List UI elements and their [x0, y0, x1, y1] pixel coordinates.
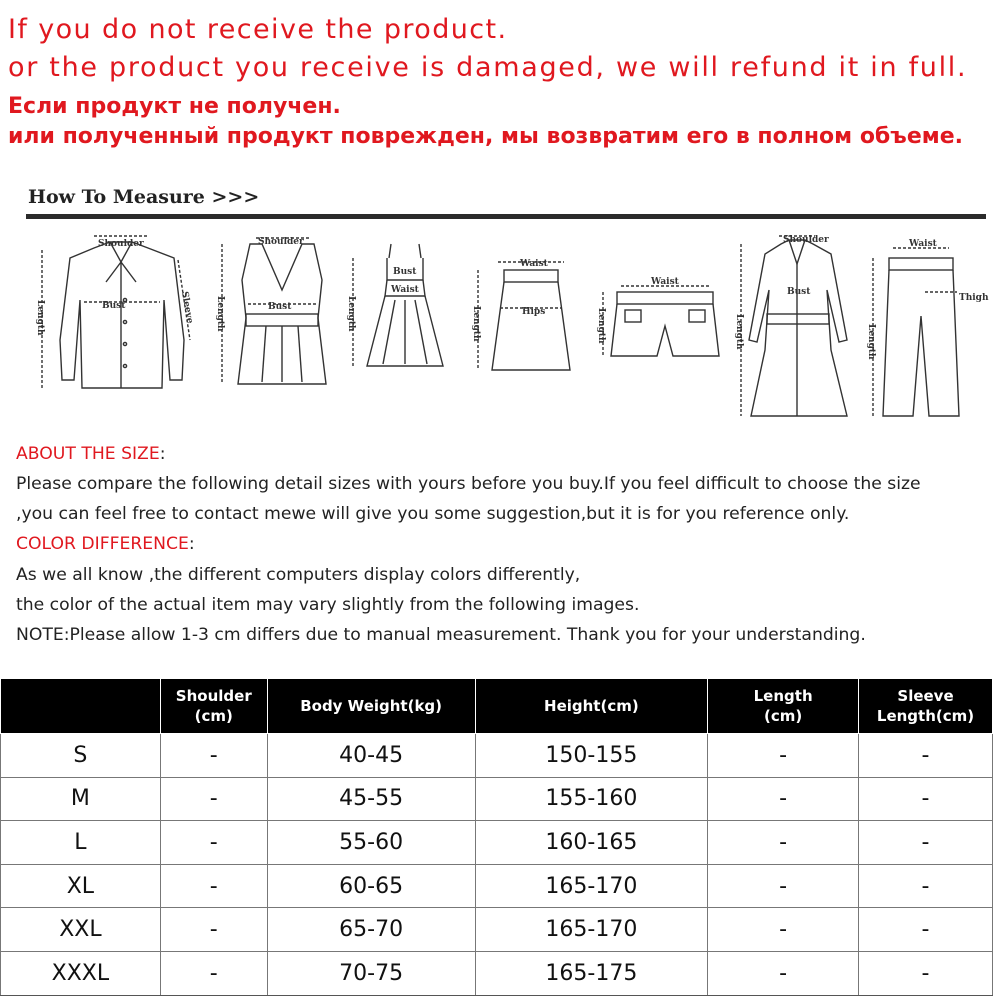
- cell-size: L: [1, 821, 161, 865]
- label-length: Length: [215, 296, 225, 332]
- shorts-sketch: [595, 230, 725, 405]
- header-body-weight: Body Weight(kg): [267, 679, 475, 734]
- header-sleeve-length: Sleeve Length(cm): [859, 679, 993, 734]
- table-row: [1, 864, 993, 908]
- cell-shoulder: -: [160, 777, 267, 821]
- notice-line-2: or the product you receive is damaged, we will refund it in full.: [8, 52, 968, 83]
- cell-size: XXL: [1, 908, 161, 952]
- cell-shoulder: -: [160, 951, 267, 995]
- how-to-measure-title: How To Measure >>>: [28, 186, 260, 208]
- cell-shoulder: -: [160, 821, 267, 865]
- label-bust: Bust: [268, 302, 292, 312]
- cell-length: -: [708, 821, 859, 865]
- label-shoulder: Shoulder: [98, 239, 144, 249]
- cell-height: 155-160: [475, 777, 708, 821]
- label-waist: Waist: [909, 239, 937, 249]
- label-length: Length: [866, 324, 876, 360]
- header-shoulder: Shoulder (cm): [160, 679, 267, 734]
- cell-length: -: [708, 777, 859, 821]
- table-row: [1, 951, 993, 995]
- cell-sleeve-length: -: [859, 734, 993, 778]
- jeans-sketch: [865, 230, 990, 430]
- cell-shoulder: -: [160, 908, 267, 952]
- cell-size: M: [1, 777, 161, 821]
- color-difference-heading-line: COLOR DIFFERENCE:: [16, 534, 195, 554]
- cell-body-weight: 55-60: [267, 821, 475, 865]
- cell-size: S: [1, 734, 161, 778]
- cell-sleeve-length: -: [859, 821, 993, 865]
- cell-sleeve-length: -: [859, 864, 993, 908]
- label-shoulder: Shoulder: [783, 235, 829, 245]
- cell-height: 165-170: [475, 908, 708, 952]
- table-row: [1, 821, 993, 865]
- label-waist: Waist: [391, 285, 419, 295]
- cell-length: -: [708, 734, 859, 778]
- title-divider: [26, 214, 986, 219]
- cell-sleeve-length: -: [859, 951, 993, 995]
- cell-shoulder: -: [160, 734, 267, 778]
- color-text-2: the color of the actual item may vary slightly from the following images.: [16, 595, 640, 615]
- cell-shoulder: -: [160, 864, 267, 908]
- cell-body-weight: 65-70: [267, 908, 475, 952]
- notice-line-4: или полученный продукт поврежден, мы возвратим его в полном объеме.: [8, 124, 964, 149]
- cell-length: -: [708, 951, 859, 995]
- cell-height: 160-165: [475, 821, 708, 865]
- label-length: Length: [471, 306, 481, 342]
- about-size-text-2: ,you can feel free to contact mewe will give you some suggestion,but it is for you reference only.: [16, 504, 850, 524]
- cell-sleeve-length: -: [859, 908, 993, 952]
- cell-height: 150-155: [475, 734, 708, 778]
- table-header-row: [1, 679, 993, 734]
- dress-sketch: [345, 230, 465, 405]
- about-size-heading: ABOUT THE SIZE: [16, 444, 160, 464]
- label-shoulder: Shoulder: [258, 237, 304, 247]
- about-size-heading-line: ABOUT THE SIZE:: [16, 444, 166, 464]
- measurement-note: NOTE:Please allow 1-3 cm differs due to manual measurement. Thank you for your understanding.: [16, 625, 866, 645]
- table-row: [1, 777, 993, 821]
- label-waist: Waist: [520, 259, 548, 269]
- header-length: Length (cm): [708, 679, 859, 734]
- label-length: Length: [596, 308, 606, 344]
- cell-length: -: [708, 864, 859, 908]
- cell-length: -: [708, 908, 859, 952]
- notice-line-3: Если продукт не получен.: [8, 94, 341, 119]
- cell-body-weight: 40-45: [267, 734, 475, 778]
- size-chart-table: [0, 678, 993, 996]
- cell-body-weight: 70-75: [267, 951, 475, 995]
- notice-line-1: If you do not receive the product.: [8, 14, 508, 45]
- blouse-sketch: [32, 230, 207, 405]
- skirt-sketch: [470, 230, 585, 405]
- cell-size: XL: [1, 864, 161, 908]
- label-length: Length: [346, 296, 356, 332]
- cell-size: XXXL: [1, 951, 161, 995]
- table-row: [1, 734, 993, 778]
- label-thigh: Thigh: [959, 293, 989, 303]
- label-waist: Waist: [651, 277, 679, 287]
- table-row: [1, 908, 993, 952]
- header-height: Height(cm): [475, 679, 708, 734]
- cell-sleeve-length: -: [859, 777, 993, 821]
- cell-body-weight: 60-65: [267, 864, 475, 908]
- label-bust: Bust: [787, 287, 811, 297]
- color-text-1: As we all know ,the different computers display colors differently,: [16, 565, 581, 585]
- color-difference-heading: COLOR DIFFERENCE: [16, 534, 189, 554]
- label-sleeve: Sleeve: [179, 290, 195, 325]
- vest-sketch: [210, 230, 340, 405]
- coat-sketch: [735, 230, 860, 430]
- label-bust: Bust: [393, 267, 417, 277]
- label-length: Length: [35, 300, 45, 336]
- label-hips: Hips: [522, 307, 546, 317]
- about-size-text-1: Please compare the following detail sizes with yours before you buy.If you feel difficult to choose the size: [16, 474, 921, 494]
- refund-notice: [0, 0, 1000, 166]
- cell-height: 165-170: [475, 864, 708, 908]
- label-bust: Bust: [102, 301, 126, 311]
- cell-body-weight: 45-55: [267, 777, 475, 821]
- cell-height: 165-175: [475, 951, 708, 995]
- label-length: Length: [734, 314, 744, 350]
- header-size: [1, 679, 161, 734]
